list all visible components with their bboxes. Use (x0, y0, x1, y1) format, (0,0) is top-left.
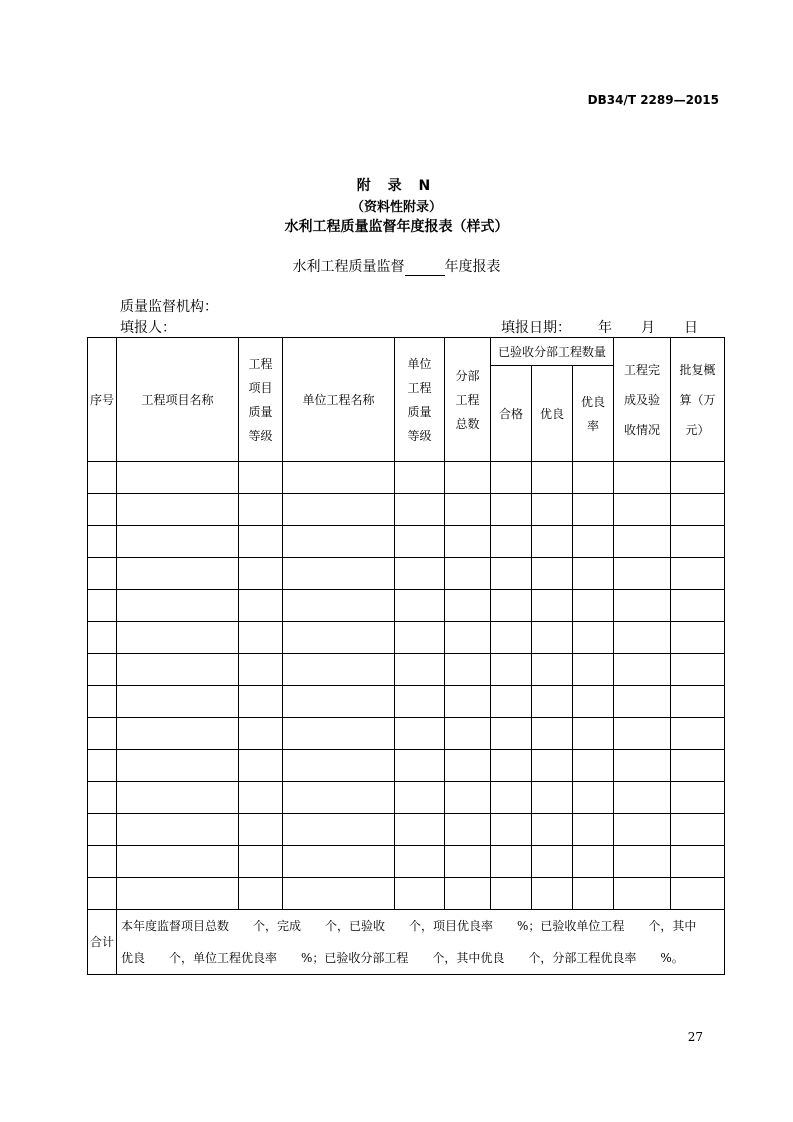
table-cell[interactable] (573, 782, 614, 814)
table-cell[interactable] (614, 686, 671, 718)
table-cell[interactable] (117, 878, 239, 910)
table-cell[interactable] (532, 846, 573, 878)
table-cell[interactable] (671, 526, 725, 558)
table-cell[interactable] (283, 750, 395, 782)
table-cell[interactable] (88, 782, 117, 814)
table-cell[interactable] (88, 718, 117, 750)
table-cell[interactable] (88, 750, 117, 782)
total-summary (117, 910, 725, 975)
table-cell[interactable] (239, 750, 283, 782)
table-cell[interactable] (395, 718, 445, 750)
table-cell[interactable] (573, 558, 614, 590)
table-row (88, 558, 725, 590)
table-cell[interactable] (573, 590, 614, 622)
table-cell[interactable] (614, 750, 671, 782)
table-cell[interactable] (88, 878, 117, 910)
table-cell[interactable] (239, 558, 283, 590)
filler-label: 填报人： (120, 320, 176, 336)
header-unit-name: 单位工程名称 (283, 338, 395, 462)
report-table (87, 337, 725, 975)
table-cell[interactable] (573, 654, 614, 686)
table-cell[interactable] (117, 622, 239, 654)
table-cell[interactable] (283, 718, 395, 750)
table-cell[interactable] (491, 686, 532, 718)
total-label: 合计 (88, 910, 117, 975)
table-row (88, 718, 725, 750)
header-row-1 (88, 338, 725, 366)
table-cell[interactable] (239, 846, 283, 878)
header-project-name: 工程项目名称 (117, 338, 239, 462)
total-summary-line2: 优良 个，单位工程优良率 %；已验收分部工程 个，其中优良 个，分部工程优良率 %。 (121, 951, 684, 965)
table-cell[interactable] (395, 814, 445, 846)
table-cell[interactable] (614, 814, 671, 846)
header-subpart-total: 分部工程总数 (445, 338, 491, 462)
table-cell[interactable] (88, 590, 117, 622)
date-year: 年 (598, 320, 612, 336)
table-cell[interactable] (614, 558, 671, 590)
table-cell[interactable] (532, 558, 573, 590)
table-row (88, 622, 725, 654)
header-completion: 工程完成及验收情况 (614, 338, 671, 462)
table-cell[interactable] (445, 590, 491, 622)
header-accepted-group: 已验收分部工程数量 (491, 338, 614, 366)
table-cell[interactable] (239, 526, 283, 558)
table-cell[interactable] (88, 558, 117, 590)
table-cell[interactable] (573, 878, 614, 910)
table-cell[interactable] (491, 750, 532, 782)
table-cell[interactable] (491, 462, 532, 494)
table-cell[interactable] (117, 590, 239, 622)
table-cell[interactable] (88, 622, 117, 654)
table-cell[interactable] (671, 494, 725, 526)
table-cell[interactable] (671, 622, 725, 654)
table-cell[interactable] (573, 526, 614, 558)
table-cell[interactable] (117, 782, 239, 814)
table-cell[interactable] (532, 590, 573, 622)
table-cell[interactable] (283, 878, 395, 910)
table-cell[interactable] (573, 718, 614, 750)
form-title-after: 年度报表 (444, 259, 501, 275)
table-cell[interactable] (671, 654, 725, 686)
table-cell[interactable] (671, 462, 725, 494)
table-cell[interactable] (671, 590, 725, 622)
table-cell[interactable] (614, 718, 671, 750)
table-cell[interactable] (445, 782, 491, 814)
table-cell[interactable] (445, 462, 491, 494)
table-cell[interactable] (239, 686, 283, 718)
table-cell[interactable] (283, 494, 395, 526)
table-row (88, 878, 725, 910)
table-cell[interactable] (88, 654, 117, 686)
table-cell[interactable] (445, 686, 491, 718)
header-excellent: 优良 (532, 366, 573, 462)
table-cell[interactable] (532, 878, 573, 910)
table-cell[interactable] (117, 846, 239, 878)
appendix-title: 附 录 N (356, 178, 437, 194)
table-cell[interactable] (88, 462, 117, 494)
table-cell[interactable] (532, 494, 573, 526)
header-project-grade: 工程项目质量等级 (239, 338, 283, 462)
table-cell[interactable] (614, 526, 671, 558)
table-cell[interactable] (573, 494, 614, 526)
table-cell[interactable] (395, 462, 445, 494)
year-blank[interactable] (405, 261, 445, 276)
table-cell[interactable] (491, 494, 532, 526)
total-summary-line1: 本年度监督项目总数 个，完成 个，已验收 个，项目优良率 %；已验收单位工程 个，其中 (121, 919, 697, 933)
table-cell[interactable] (395, 526, 445, 558)
table-cell[interactable] (445, 558, 491, 590)
table-cell[interactable] (573, 462, 614, 494)
table-cell[interactable] (283, 686, 395, 718)
table-cell[interactable] (491, 558, 532, 590)
table-cell[interactable] (614, 622, 671, 654)
form-title-before: 水利工程质量监督 (292, 259, 405, 275)
table-cell[interactable] (671, 846, 725, 878)
table-cell[interactable] (671, 686, 725, 718)
table-cell[interactable] (239, 782, 283, 814)
table-cell[interactable] (283, 558, 395, 590)
date-label: 填报日期： (501, 320, 571, 336)
table-cell[interactable] (117, 526, 239, 558)
table-cell[interactable] (88, 526, 117, 558)
table-row (88, 750, 725, 782)
table-cell[interactable] (395, 878, 445, 910)
table-cell[interactable] (491, 654, 532, 686)
table-cell[interactable] (532, 622, 573, 654)
table-cell[interactable] (491, 718, 532, 750)
table-cell[interactable] (445, 622, 491, 654)
table-cell[interactable] (239, 462, 283, 494)
table-cell[interactable] (283, 462, 395, 494)
table-row (88, 782, 725, 814)
table-row (88, 462, 725, 494)
table-cell[interactable] (283, 846, 395, 878)
table-cell[interactable] (395, 782, 445, 814)
table-cell[interactable] (395, 590, 445, 622)
table-cell[interactable] (117, 494, 239, 526)
table-cell[interactable] (88, 846, 117, 878)
table-cell[interactable] (573, 686, 614, 718)
table-row (88, 590, 725, 622)
table-cell[interactable] (573, 814, 614, 846)
table-cell[interactable] (532, 526, 573, 558)
table-cell[interactable] (532, 782, 573, 814)
table-cell[interactable] (573, 750, 614, 782)
table-cell[interactable] (671, 782, 725, 814)
table-row (88, 526, 725, 558)
table-cell[interactable] (239, 590, 283, 622)
table-cell[interactable] (283, 622, 395, 654)
table-cell[interactable] (573, 846, 614, 878)
table-cell[interactable] (395, 750, 445, 782)
table-cell[interactable] (491, 878, 532, 910)
table-cell[interactable] (671, 878, 725, 910)
table-cell[interactable] (395, 686, 445, 718)
table-cell[interactable] (283, 814, 395, 846)
table-cell[interactable] (88, 686, 117, 718)
table-cell[interactable] (532, 686, 573, 718)
table-cell[interactable] (117, 558, 239, 590)
table-cell[interactable] (491, 846, 532, 878)
table-cell[interactable] (239, 718, 283, 750)
table-cell[interactable] (239, 494, 283, 526)
table-cell[interactable] (614, 654, 671, 686)
appendix-name: 水利工程质量监督年度报表（样式） (284, 219, 509, 235)
header-qualified: 合格 (491, 366, 532, 462)
table-cell[interactable] (491, 526, 532, 558)
table-cell[interactable] (532, 718, 573, 750)
table-cell[interactable] (614, 494, 671, 526)
table-cell[interactable] (117, 814, 239, 846)
table-row (88, 814, 725, 846)
table-cell[interactable] (117, 654, 239, 686)
table-cell[interactable] (117, 718, 239, 750)
table-cell[interactable] (88, 494, 117, 526)
table-cell[interactable] (117, 462, 239, 494)
table-cell[interactable] (283, 590, 395, 622)
table-cell[interactable] (445, 846, 491, 878)
table-cell[interactable] (283, 526, 395, 558)
table-cell[interactable] (117, 750, 239, 782)
table-cell[interactable] (614, 846, 671, 878)
header-budget: 批复概算（万元） (671, 338, 725, 462)
table-cell[interactable] (395, 558, 445, 590)
standard-number: DB34/T 2289—2015 (587, 93, 719, 107)
table-cell[interactable] (445, 718, 491, 750)
table-cell[interactable] (671, 814, 725, 846)
table-cell[interactable] (395, 494, 445, 526)
table-cell[interactable] (395, 654, 445, 686)
table-cell[interactable] (532, 654, 573, 686)
table-cell[interactable] (117, 686, 239, 718)
header-seq: 序号 (88, 338, 117, 462)
appendix-note: （资料性附录） (350, 200, 442, 215)
table-cell[interactable] (671, 558, 725, 590)
table-cell[interactable] (532, 814, 573, 846)
table-cell[interactable] (491, 590, 532, 622)
table-cell[interactable] (573, 622, 614, 654)
table-cell[interactable] (614, 462, 671, 494)
table-row (88, 686, 725, 718)
header-unit-grade: 单位工程质量等级 (395, 338, 445, 462)
table-cell[interactable] (445, 814, 491, 846)
table-row (88, 846, 725, 878)
table-cell[interactable] (445, 878, 491, 910)
table-cell[interactable] (491, 782, 532, 814)
agency-label: 质量监督机构： (120, 299, 218, 315)
table-cell[interactable] (445, 750, 491, 782)
table-cell[interactable] (239, 878, 283, 910)
table-cell[interactable] (239, 814, 283, 846)
table-cell[interactable] (614, 878, 671, 910)
table-cell[interactable] (445, 526, 491, 558)
table-cell[interactable] (532, 462, 573, 494)
form-title (0, 256, 793, 276)
table-cell[interactable] (445, 494, 491, 526)
table-cell[interactable] (283, 654, 395, 686)
table-cell[interactable] (491, 622, 532, 654)
table-row (88, 494, 725, 526)
table-cell[interactable] (239, 654, 283, 686)
table-cell[interactable] (614, 590, 671, 622)
page-number: 27 (687, 1030, 703, 1044)
table-cell[interactable] (283, 782, 395, 814)
table-row (88, 654, 725, 686)
date-month: 月 (641, 320, 655, 336)
date-day: 日 (684, 320, 698, 336)
table-cell[interactable] (239, 622, 283, 654)
table-cell[interactable] (532, 750, 573, 782)
table-cell[interactable] (491, 814, 532, 846)
table-cell[interactable] (445, 654, 491, 686)
table-cell[interactable] (395, 846, 445, 878)
table-cell[interactable] (671, 750, 725, 782)
table-cell[interactable] (88, 814, 117, 846)
total-row (88, 910, 725, 975)
table-cell[interactable] (671, 718, 725, 750)
header-excellent-rate: 优良率 (573, 366, 614, 462)
table-cell[interactable] (395, 622, 445, 654)
table-cell[interactable] (614, 782, 671, 814)
